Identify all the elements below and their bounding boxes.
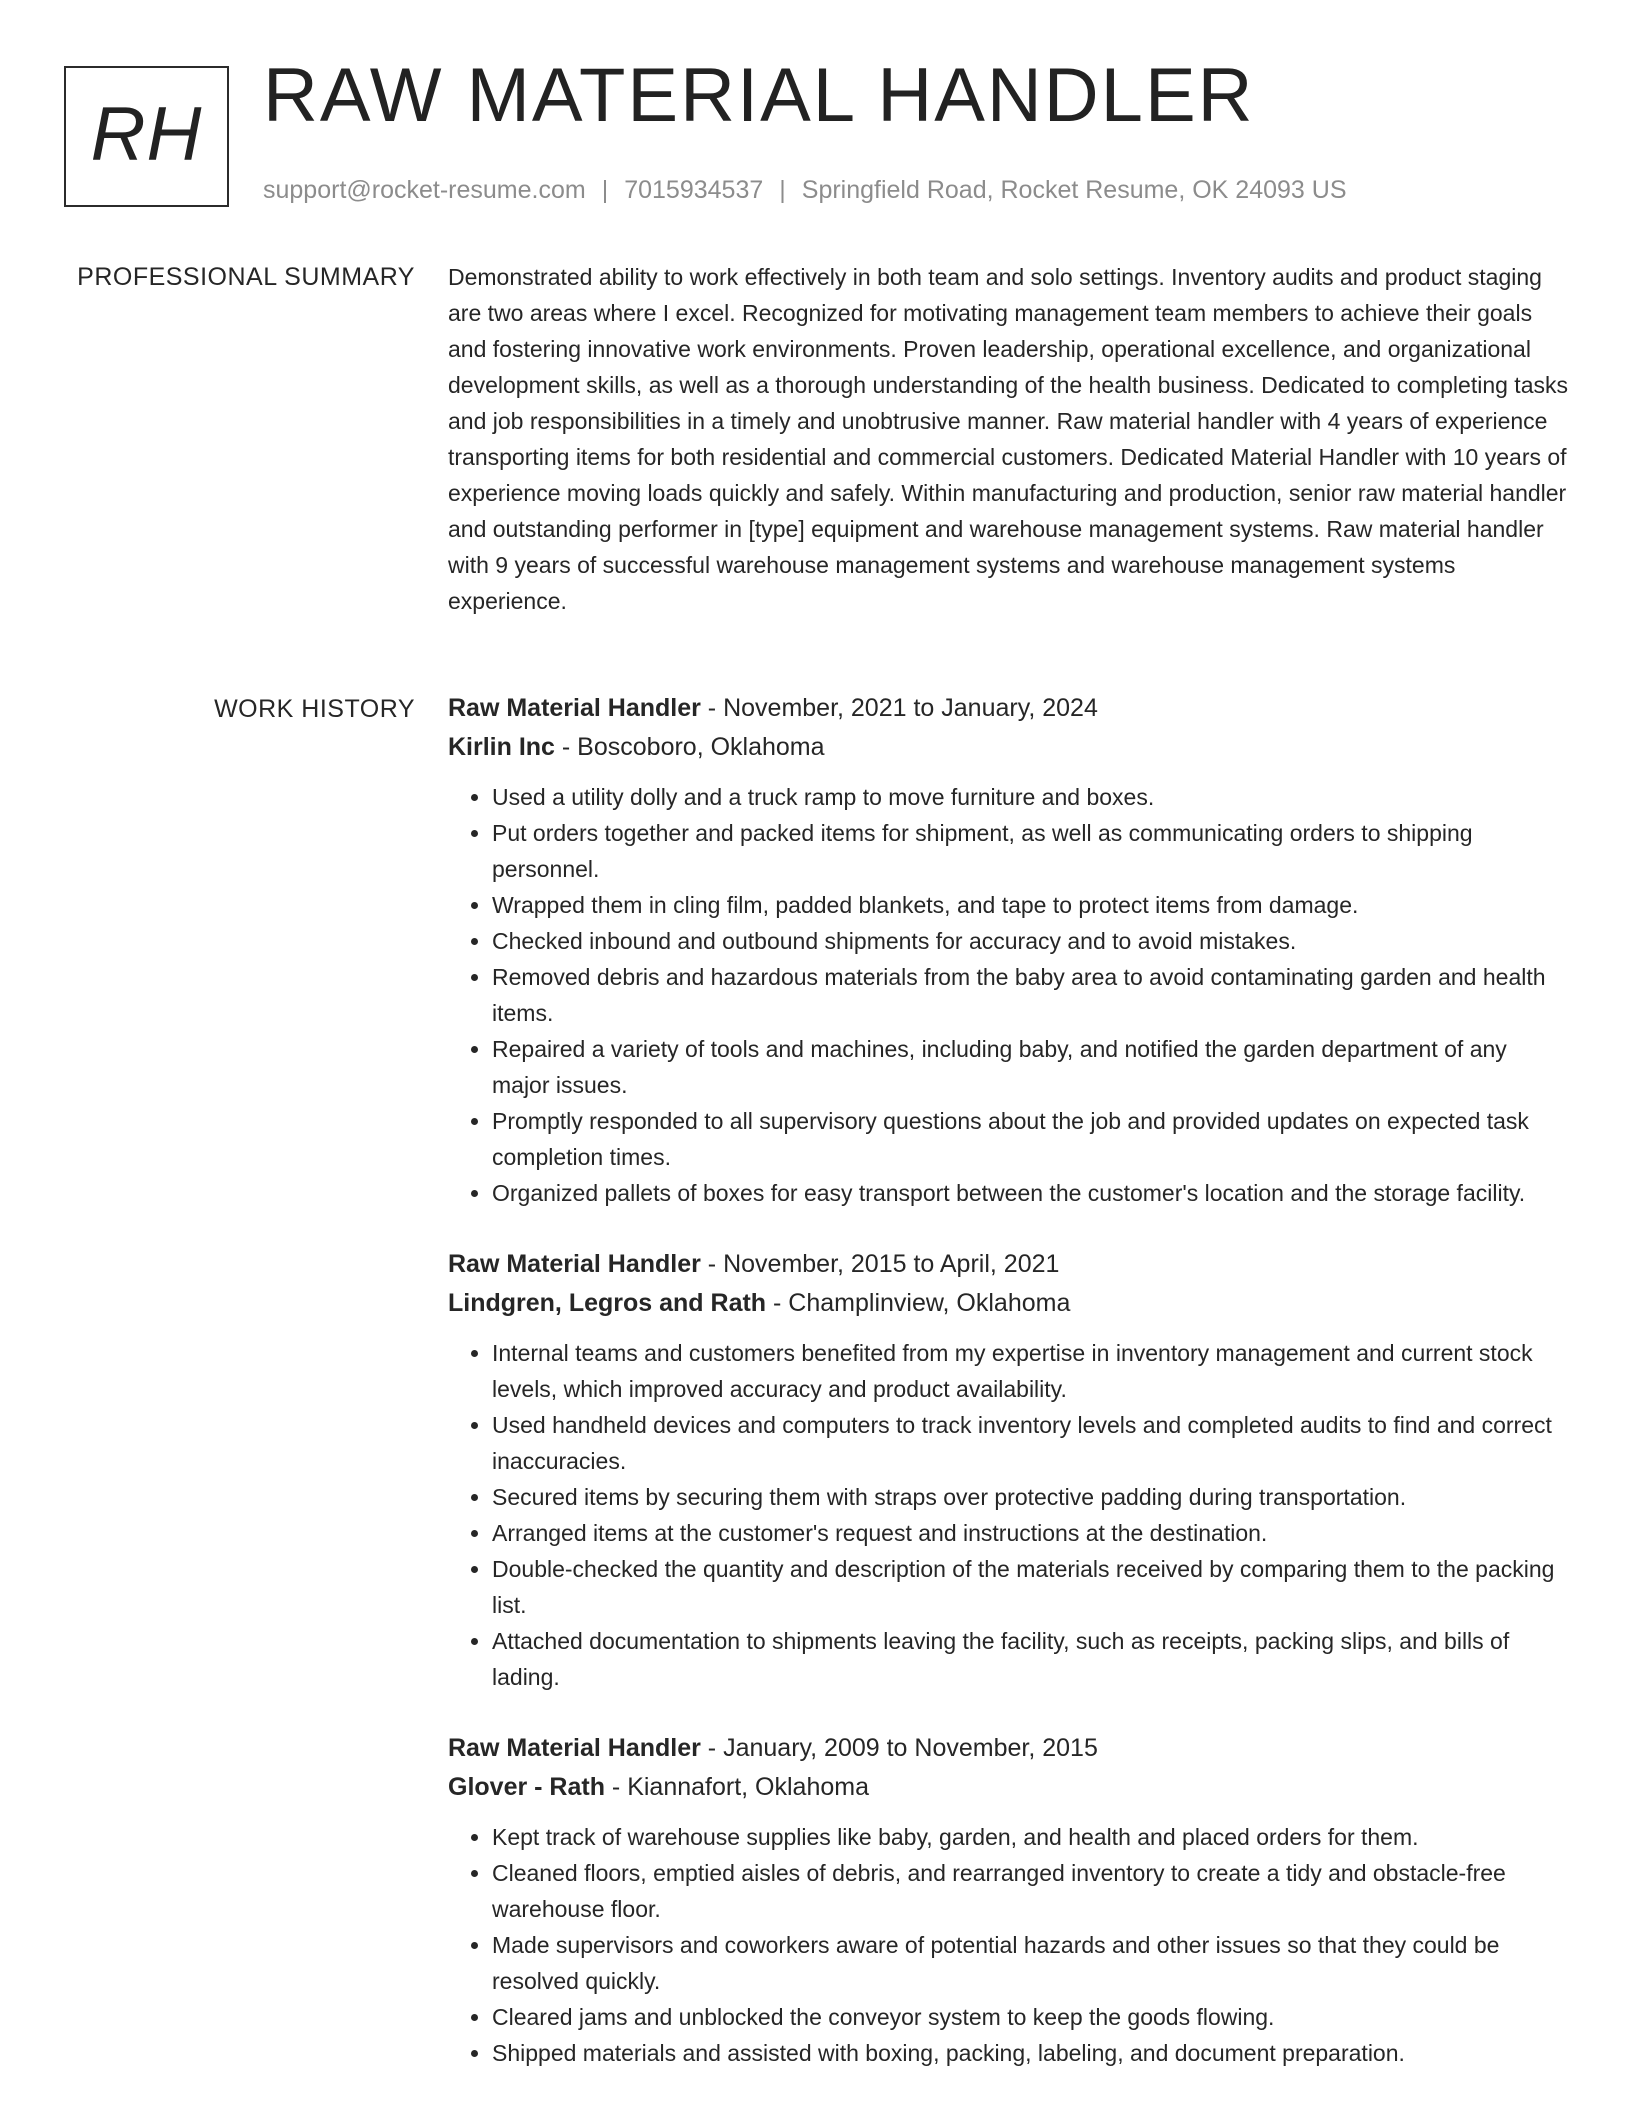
job-bullet: • Made supervisors and coworkers aware of potential hazards and other issues so that they could be resolved quickly. xyxy=(492,1927,1568,1999)
job-bullet: • Shipped materials and assisted with boxing, packing, labeling, and document preparation. xyxy=(492,2035,1568,2071)
job-entry xyxy=(448,1729,1568,2071)
job-company: Glover - Rath xyxy=(448,1773,605,1801)
contact-line xyxy=(263,175,1347,205)
job-bullet: • Used a utility dolly and a truck ramp to move furniture and boxes. xyxy=(492,779,1568,815)
work-history-section xyxy=(448,689,1568,2105)
monogram-initials: RH xyxy=(90,91,203,177)
summary-heading: PROFESSIONAL SUMMARY xyxy=(77,263,415,291)
contact-email[interactable]: support@rocket-resume.com xyxy=(263,176,586,204)
job-bullet: • Cleaned floors, emptied aisles of debris, and rearranged inventory to create a tidy and obstacle-free warehouse floor. xyxy=(492,1855,1568,1927)
job-bullet: • Kept track of warehouse supplies like baby, garden, and health and placed orders for them. xyxy=(492,1819,1568,1855)
job-company: Lindgren, Legros and Rath xyxy=(448,1289,767,1317)
job-location: - Kiannafort, Oklahoma xyxy=(604,1773,869,1801)
job-entry xyxy=(448,689,1568,1211)
contact-address: Springfield Road, Rocket Resume, OK 24093 US xyxy=(801,176,1347,204)
job-bullet: • Promptly responded to all supervisory questions about the job and provided updates on expected task completion times. xyxy=(492,1103,1568,1175)
job-title: Raw Material Handler xyxy=(448,694,701,722)
job-bullet: • Secured items by securing them with straps over protective padding during transportation. xyxy=(492,1479,1568,1515)
job-bullet: • Checked inbound and outbound shipments for accuracy and to avoid mistakes. xyxy=(492,923,1568,959)
job-header xyxy=(448,1729,1568,1767)
job-bullet: • Arranged items at the customer's request and instructions at the destination. xyxy=(492,1515,1568,1551)
job-bullets xyxy=(448,1335,1568,1695)
contact-separator: | xyxy=(779,176,786,204)
job-bullet: • Removed debris and hazardous materials from the baby area to avoid contaminating garden and health items. xyxy=(492,959,1568,1031)
job-entry xyxy=(448,1245,1568,1695)
job-employer xyxy=(448,1283,1568,1323)
job-bullet: • Put orders together and packed items for shipment, as well as communicating orders to shipping personnel. xyxy=(492,815,1568,887)
job-title: Raw Material Handler xyxy=(448,1250,701,1278)
summary-section xyxy=(448,259,1568,619)
job-bullet: • Repaired a variety of tools and machines, including baby, and notified the garden department of any major issues. xyxy=(492,1031,1568,1103)
job-header xyxy=(448,689,1568,727)
job-bullets xyxy=(448,779,1568,1211)
job-bullet: • Organized pallets of boxes for easy transport between the customer's location and the storage facility. xyxy=(492,1175,1568,1211)
job-bullet: • Used handheld devices and computers to track inventory levels and completed audits to find and correct inaccuracies. xyxy=(492,1407,1568,1479)
job-header xyxy=(448,1245,1568,1283)
job-location: - Champlinview, Oklahoma xyxy=(766,1289,1071,1317)
job-dates: - November, 2015 to April, 2021 xyxy=(700,1250,1060,1278)
job-dates: - January, 2009 to November, 2015 xyxy=(700,1734,1098,1762)
job-bullet: • Cleared jams and unblocked the conveyor system to keep the goods flowing. xyxy=(492,1999,1568,2035)
work-history-heading: WORK HISTORY xyxy=(214,695,415,723)
job-dates: - November, 2021 to January, 2024 xyxy=(700,694,1098,722)
job-employer xyxy=(448,727,1568,767)
candidate-name: RAW MATERIAL HANDLER xyxy=(263,53,1255,138)
contact-separator: | xyxy=(601,176,609,204)
job-title: Raw Material Handler xyxy=(448,1734,701,1762)
summary-text: Demonstrated ability to work effectively in both team and solo settings. Inventory audits and product staging are two areas where I excel. Recognized for motivating management team members to achieve their goals and fostering innovative work environments. Proven leadership, operational excellence, and organizational development skills, as well as a thorough understanding of the health business. Dedicated to completing tasks and job responsibilities in a timely and unobtrusive manner. Raw material handler with 4 years of experience transporting items for both residential and commercial customers. Dedicated Material Handler with 10 years of experience moving loads quickly and safely. Within manufacturing and production, senior raw material handler and outstanding performer in [type] equipment and warehouse management systems. Raw material handler with 9 years of successful warehouse management systems and warehouse management systems experience. xyxy=(448,264,1568,614)
job-company: Kirlin Inc xyxy=(448,733,555,761)
monogram-box xyxy=(64,66,229,207)
job-bullet: • Attached documentation to shipments leaving the facility, such as receipts, packing slips, and bills of lading. xyxy=(492,1623,1568,1695)
job-bullets xyxy=(448,1819,1568,2071)
job-location: - Boscoboro, Oklahoma xyxy=(554,733,825,761)
contact-phone[interactable]: 7015934537 xyxy=(624,176,764,204)
job-bullet: • Double-checked the quantity and description of the materials received by comparing them to the packing list. xyxy=(492,1551,1568,1623)
job-bullet: • Wrapped them in cling film, padded blankets, and tape to protect items from damage. xyxy=(492,887,1568,923)
job-employer xyxy=(448,1767,1568,1807)
job-bullet: • Internal teams and customers benefited from my expertise in inventory management and current stock levels, which improved accuracy and product availability. xyxy=(492,1335,1568,1407)
